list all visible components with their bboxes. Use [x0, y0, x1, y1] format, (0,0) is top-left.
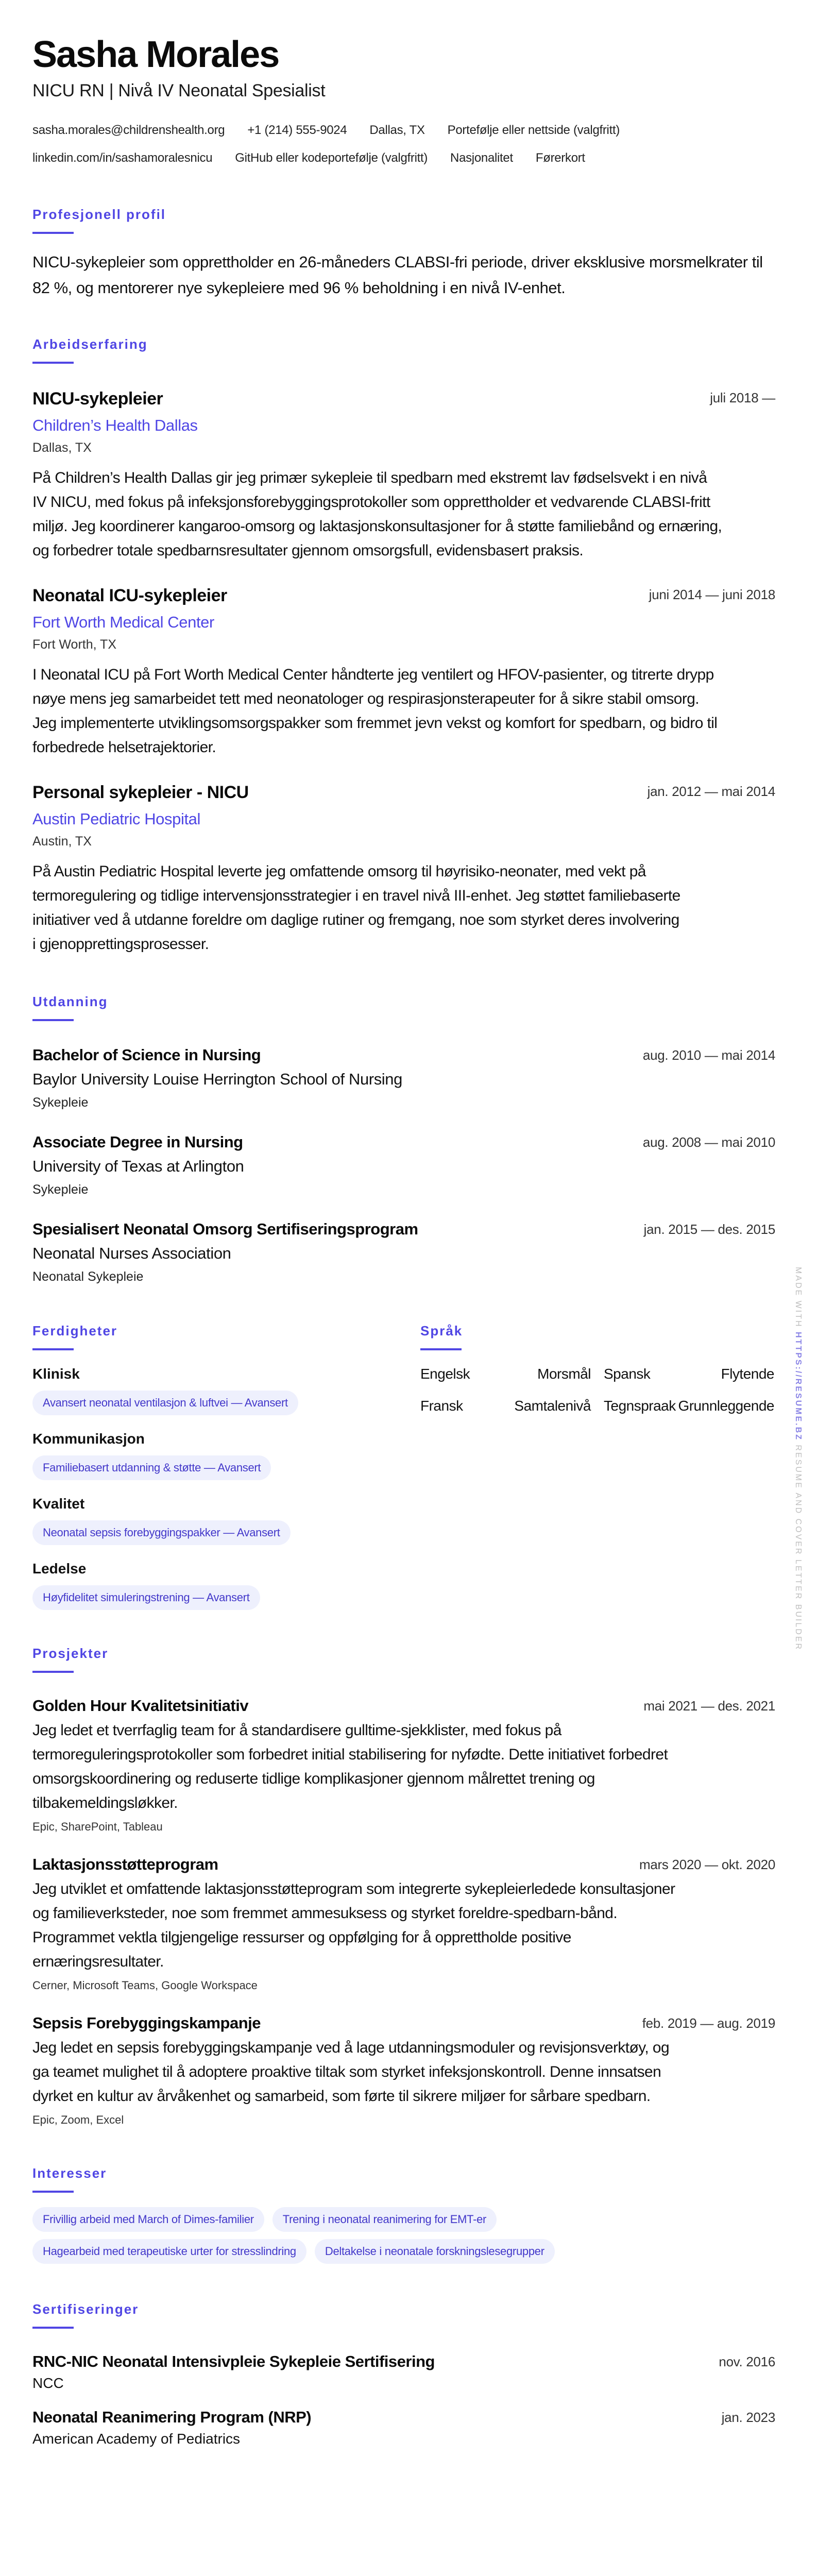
degree: Associate Degree in Nursing — [32, 1133, 243, 1151]
section-divider — [32, 2327, 74, 2329]
job-description: I Neonatal ICU på Fort Worth Medical Center håndterte jeg ventilert og HFOV-pasienter, og titrerte drypp nøye mens jeg samarbeidet tett med neonatologer og respirasjonsterapeuter for å sikre stabil omsorg. Jeg implementerte utviklingsomsorgspakker som fremmet jevn vekst og komfort for spedbarn, og bidro til forbedrede helsetrajektorier. — [32, 666, 718, 756]
project-description: Jeg ledet et tverrfaglig team for å standardisere gulltime-sjekklister, med fokus på termoreguleringsprotokoller som forbedret initial stabilisering for nyfødte. Dette initiativet forbedret omsorgskoordinering og reduserte tidlige komplikasjoner gjennom målrettet trening og tilbakemeldingsløkker. — [32, 1722, 668, 1811]
project-description: Jeg ledet en sepsis forebyggingskampanje ved å lage utdanningsmoduler og revisjonsverktøy, og ga teamet mulighet til å adoptere proaktive tiltak som styrket infeksjonskontroll. Denne innsatsen dyrket en kultur av årvåkenhet og samarbeid, som førte til sikrere miljøer for sårbare spedbarn. — [32, 2039, 670, 2105]
language-name: Tegnspraak — [604, 1398, 676, 1414]
language-list — [420, 1365, 775, 1415]
section-certifications — [32, 2300, 775, 2448]
skill-pill: Familiebasert utdanning & støtte — Avansert — [32, 1455, 271, 1480]
section-heading: Interesser — [32, 2165, 107, 2181]
project-tech: Epic, SharePoint, Tableau — [32, 1820, 163, 1833]
field-of-study: Sykepleie — [32, 1095, 89, 1110]
section-divider — [420, 1348, 462, 1350]
certification-date: nov. 2016 — [719, 2354, 775, 2369]
language-item — [420, 1397, 591, 1415]
watermark-prefix: MADE WITH — [794, 1267, 803, 1332]
contact-portfolio[interactable]: Portefølje eller nettside (valgfritt) — [447, 123, 620, 137]
interest-list — [32, 2207, 702, 2264]
language-name: Engelsk — [420, 1366, 470, 1382]
language-item — [604, 1397, 774, 1415]
language-name: Spansk — [604, 1366, 651, 1382]
contact-phone: +1 (214) 555-9024 — [247, 123, 347, 137]
contact-nationality: Nasjonalitet — [450, 151, 513, 165]
contact-license: Førerkort — [535, 151, 585, 165]
project-entry — [32, 2013, 775, 2128]
education-date: aug. 2010 — mai 2014 — [642, 1047, 775, 1063]
project-entry — [32, 1696, 775, 1835]
job-date: jan. 2012 — mai 2014 — [647, 784, 775, 799]
language-level: Flytende — [721, 1366, 774, 1382]
section-divider — [32, 1019, 74, 1021]
project-description: Jeg utviklet et omfattende laktasjonsstøtteprogram som integrerte sykepleierledede konsultasjoner og familieverksteder, noe som fremmet ammesuksess og styrket foreldre-spedbarn-bånd. Programmet vektla tilgjengelige ressurser og oppfølging for å opprettholde positive ernæringsresultater. — [32, 1880, 675, 1970]
certification-title: Neonatal Reanimering Program (NRP) — [32, 2408, 312, 2426]
job-date: juni 2014 — juni 2018 — [649, 587, 775, 602]
language-item — [420, 1365, 591, 1383]
language-level: Samtalenivå — [514, 1398, 591, 1414]
section-heading: Ferdigheter — [32, 1323, 118, 1338]
skill-group-label: Klinisk — [32, 1366, 80, 1382]
contact-list — [32, 116, 775, 172]
job-company: Austin Pediatric Hospital — [32, 810, 200, 828]
section-divider — [32, 362, 74, 364]
certification-issuer: American Academy of Pediatrics — [32, 2431, 241, 2447]
section-profile — [32, 205, 775, 301]
job-description: På Children’s Health Dallas gir jeg primær sykepleie til spedbarn med ekstremt lav fødselsvekt i en nivå IV NICU, med fokus på infeksjonsforebyggingsprotokoller som opprettholder et vedvarende CLABSI-fritt miljø. Jeg koordinerer kangaroo-omsorg og laktasjonskonsultasjoner for å støtte familiebånd og ernæring, og forbedrer totale spedbarnsresultater gjennom omsorgsfull, evidensbasert praksis. — [32, 469, 722, 559]
job-location: Austin, TX — [32, 834, 92, 849]
project-entry — [32, 1854, 775, 1993]
job-entry — [32, 387, 775, 563]
project-title: Golden Hour Kvalitetsinitiativ — [32, 1697, 249, 1715]
interest-pill: Hagearbeid med terapeutiske urter for stresslindring — [32, 2239, 306, 2264]
degree: Bachelor of Science in Nursing — [32, 1046, 261, 1064]
certification-issuer: NCC — [32, 2375, 64, 2391]
section-heading: Sertifiseringer — [32, 2301, 139, 2317]
skill-pill: Høyfidelitet simuleringstrening — Avansert — [32, 1585, 260, 1610]
job-entry — [32, 781, 775, 956]
contact-location: Dallas, TX — [369, 123, 425, 137]
section-languages — [420, 1321, 775, 1610]
headline: NICU RN | Nivå IV Neonatal Spesialist — [32, 81, 326, 100]
builder-watermark — [793, 1267, 803, 1651]
job-date: juli 2018 — — [710, 390, 775, 405]
institution: Baylor University Louise Herrington School of Nursing — [32, 1070, 402, 1088]
skills-languages-row — [32, 1321, 775, 1610]
job-title: NICU-sykepleier — [32, 389, 163, 409]
job-company: Fort Worth Medical Center — [32, 613, 214, 631]
job-company: Children’s Health Dallas — [32, 416, 198, 434]
project-tech: Cerner, Microsoft Teams, Google Workspace — [32, 1979, 258, 1992]
degree: Spesialisert Neonatal Omsorg Sertifiseringsprogram — [32, 1220, 418, 1238]
interest-pill: Trening i neonatal reanimering for EMT-er — [272, 2207, 497, 2232]
job-location: Dallas, TX — [32, 440, 92, 455]
project-title: Laktasjonsstøtteprogram — [32, 1855, 218, 1873]
project-date: feb. 2019 — aug. 2019 — [642, 2015, 775, 2031]
section-divider — [32, 232, 74, 234]
section-heading: Prosjekter — [32, 1646, 109, 1661]
skill-pill: Neonatal sepsis forebyggingspakker — Avansert — [32, 1520, 291, 1545]
job-entry — [32, 584, 775, 759]
job-title: Personal sykepleier - NICU — [32, 783, 249, 802]
candidate-name: Sasha Morales — [32, 34, 279, 75]
section-experience — [32, 335, 775, 956]
institution: Neonatal Nurses Association — [32, 1244, 231, 1262]
job-description: På Austin Pediatric Hospital leverte jeg omfattende omsorg til høyrisiko-neonater, med vekt på termoregulering og tidlige intervensjonsstrategier i en travel nivå III-enhet. Jeg støttet familiebaserte initiativer ved å utdanne foreldre om daglige rutiner og fremgang, noe som styrket deres involvering i gjenopprettingsprosesser. — [32, 863, 680, 953]
skill-pill: Avansert neonatal ventilasjon & luftvei — Avansert — [32, 1391, 298, 1415]
watermark-suffix: RESUME AND COVER LETTER BUILDER — [794, 1440, 803, 1651]
certification-date: jan. 2023 — [721, 2410, 775, 2425]
language-item — [604, 1365, 774, 1383]
job-location: Fort Worth, TX — [32, 637, 117, 652]
interest-pill: Frivillig arbeid med March of Dimes-familier — [32, 2207, 264, 2232]
field-of-study: Neonatal Sykepleie — [32, 1269, 144, 1284]
education-entry — [32, 1132, 775, 1198]
section-skills — [32, 1321, 420, 1610]
profile-summary: NICU-sykepleier som opprettholder en 26-måneders CLABSI-fri periode, driver eksklusive morsmelkrater til 82 %, og mentorerer nye sykepleiere med 96 % beholdning i en nivå IV-enhet. — [32, 253, 763, 297]
language-level: Grunnleggende — [678, 1398, 774, 1414]
language-level: Morsmål — [537, 1366, 591, 1382]
section-education — [32, 992, 775, 1285]
section-heading: Arbeidserfaring — [32, 336, 148, 352]
section-heading: Språk — [420, 1323, 463, 1338]
project-date: mai 2021 — des. 2021 — [643, 1698, 775, 1714]
contact-email[interactable]: sasha.morales@childrenshealth.org — [32, 123, 225, 137]
skill-group-label: Kommunikasjon — [32, 1431, 145, 1447]
certification-title: RNC-NIC Neonatal Intensivpleie Sykepleie Sertifisering — [32, 2352, 435, 2370]
section-interests — [32, 2164, 775, 2264]
certification-entry — [32, 2407, 775, 2448]
section-projects — [32, 1644, 775, 2128]
field-of-study: Sykepleie — [32, 1182, 89, 1197]
language-name: Fransk — [420, 1398, 463, 1414]
job-title: Neonatal ICU-sykepleier — [32, 586, 227, 605]
education-date: aug. 2008 — mai 2010 — [642, 1134, 775, 1150]
contact-linkedin[interactable]: linkedin.com/in/sashamoralesnicu — [32, 151, 213, 165]
institution: University of Texas at Arlington — [32, 1157, 244, 1175]
section-divider — [32, 1348, 74, 1350]
resume-page — [32, 0, 775, 2469]
interest-pill: Deltakelse i neonatale forskningslesegrupper — [315, 2239, 555, 2264]
section-divider — [32, 1671, 74, 1673]
section-heading: Utdanning — [32, 994, 108, 1009]
skill-group-label: Kvalitet — [32, 1496, 85, 1512]
section-heading: Profesjonell profil — [32, 207, 166, 222]
education-date: jan. 2015 — des. 2015 — [643, 1222, 775, 1237]
certification-entry — [32, 2351, 775, 2393]
education-entry — [32, 1045, 775, 1111]
section-divider — [32, 2191, 74, 2193]
contact-github[interactable]: GitHub eller kodeportefølje (valgfritt) — [235, 151, 428, 165]
project-title: Sepsis Forebyggingskampanje — [32, 2014, 261, 2032]
project-tech: Epic, Zoom, Excel — [32, 2113, 124, 2126]
education-entry — [32, 1219, 775, 1285]
project-date: mars 2020 — okt. 2020 — [639, 1857, 775, 1872]
skill-group-label: Ledelse — [32, 1561, 87, 1577]
watermark-link[interactable]: HTTPS://RESUME.BZ — [794, 1332, 803, 1441]
